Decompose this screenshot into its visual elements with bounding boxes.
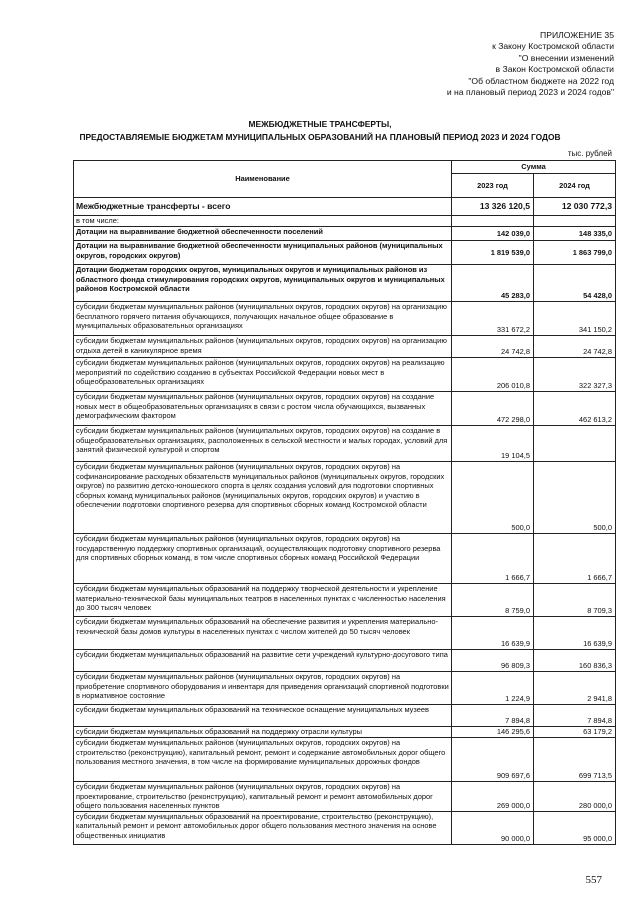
appendix-line: ПРИЛОЖЕНИЕ 35 (540, 30, 614, 40)
table-row (74, 738, 616, 782)
value-2023: 90 000,0 (452, 811, 534, 844)
value-2024: 280 000,0 (534, 782, 616, 812)
value-2023: 500,0 (452, 462, 534, 534)
column-header-2024: 2024 год (534, 174, 616, 198)
table-row (74, 782, 616, 812)
row-name: субсидии бюджетам муниципальных районов (муниципальных округов, городских округов) на приобретение спортивного оборудования и инвентаря для приведения организаций спортивной подготовки в нормативное состояние (74, 672, 452, 705)
row-name: Дотации на выравнивание бюджетной обеспеченности муниципальных районов (муниципальных округов, городских округов) (74, 241, 452, 265)
units-label: тыс. рублей (567, 149, 612, 158)
value-2024: 1 863 799,0 (534, 241, 616, 265)
row-name: субсидии бюджетам муниципальных образований на техническое оснащение муниципальных музеев (74, 705, 452, 727)
table-row (74, 705, 616, 727)
row-name: Межбюджетные трансферты - всего (74, 198, 452, 216)
value-2023: 96 809,3 (452, 650, 534, 672)
value-2023: 146 295,6 (452, 727, 534, 738)
row-name: субсидии бюджетам муниципальных районов (муниципальных округов, городских округов) на проектирование, строительство (реконструкцию), капитальный ремонт и ремонт автомобильных дорог общего пользования населенных пунктов (74, 782, 452, 812)
row-name: субсидии бюджетам муниципальных районов (муниципальных округов, городских округов) на строительство (реконструкцию), капитальный ремонт, ремонт и содержание автомобильных дорог общего пользования местного значения, в том числе на формирование муниципальных дорожных фондов (74, 738, 452, 782)
row-name: в том числе: (74, 216, 452, 227)
table-row (74, 426, 616, 462)
value-2024: 1 666,7 (534, 534, 616, 584)
document-title: МЕЖБЮДЖЕТНЫЕ ТРАНСФЕРТЫ, (248, 119, 392, 129)
value-2023: 331 672,2 (452, 302, 534, 336)
table-row (74, 241, 616, 265)
table-row (74, 462, 616, 534)
value-2024: 322 327,3 (534, 358, 616, 392)
column-header-name: Наименование (74, 161, 452, 198)
value-2023: 269 000,0 (452, 782, 534, 812)
appendix-line: к Закону Костромской области (492, 41, 614, 52)
value-2023: 1 666,7 (452, 534, 534, 584)
row-name: субсидии бюджетам муниципальных районов (муниципальных округов, городских округов) на софинансирование расходных обязательств муниципальных районов (муниципальных округов, городских округов) по развитию детско-юношеского спорта в целях создания условий для подготовки спортивных сборных команд муниципальных районов (муниципальных округов, городских округов) и участию в обеспечении подготовки спортивного резерва для спортивных сборных команд Костромской области (74, 462, 452, 534)
table-row (74, 358, 616, 392)
appendix-line: "О внесении изменений (518, 52, 614, 63)
row-name: субсидии бюджетам муниципальных районов (муниципальных округов, городских округов) на государственную поддержку спортивных организаций, осуществляющих подготовку спортивного резерва для спортивных сборных команд, в том числе спортивных сборных команд Российской Федерации (74, 534, 452, 584)
value-2023: 7 894,8 (452, 705, 534, 727)
value-2024: 341 150,2 (534, 302, 616, 336)
value-2023: 8 759,0 (452, 584, 534, 617)
row-name: субсидии бюджетам муниципальных образований на развитие сети учреждений культурно-досугового типа (74, 650, 452, 672)
row-name: субсидии бюджетам муниципальных районов (муниципальных округов, городских округов) на создание в общеобразовательных организациях, расположенных в сельской местности и малых городах, условий для занятий физической культурой и спортом (74, 426, 452, 462)
table-row (74, 216, 616, 227)
row-name: субсидии бюджетам муниципальных районов (муниципальных округов, городских округов) на создание новых мест в общеобразовательных организациях в связи с ростом числа обучающихся, вызванных демографическим фактором (74, 392, 452, 426)
appendix-line: и на плановый период 2023 и 2024 годов" (446, 87, 614, 98)
row-name: субсидии бюджетам муниципальных районов (муниципальных округов, городских округов) на организацию бесплатного горячего питания обучающихся, получающих начальное общее образование в муниципальных образовательных организациях (74, 302, 452, 336)
row-name: Дотации на выравнивание бюджетной обеспеченности поселений (74, 227, 452, 241)
appendix-header (447, 30, 614, 98)
value-2023: 16 639,9 (452, 617, 534, 650)
value-2024: 500,0 (534, 462, 616, 534)
row-name: субсидии бюджетам муниципальных образований на проектирование, строительство (реконструкцию), капитальный ремонт и ремонт автомобильных дорог общего пользования местного значения на основе общественных инициатив (74, 811, 452, 844)
table-row (74, 617, 616, 650)
value-2023: 1 819 539,0 (452, 241, 534, 265)
row-name: субсидии бюджетам муниципальных районов (муниципальных округов, городских округов) на реализацию мероприятий по содействию созданию в субъектах Российской Федерации новых мест в общеобразовательных организациях (74, 358, 452, 392)
row-name: субсидии бюджетам муниципальных образований на поддержку отрасли культуры (74, 727, 452, 738)
table-row (74, 392, 616, 426)
page-number: 557 (585, 874, 602, 886)
value-2024: 63 179,2 (534, 727, 616, 738)
value-2024 (534, 426, 616, 462)
table-row (74, 336, 616, 358)
value-2023: 24 742,8 (452, 336, 534, 358)
value-2023: 1 224,9 (452, 672, 534, 705)
value-2024: 699 713,5 (534, 738, 616, 782)
table-row (74, 302, 616, 336)
table-row (74, 227, 616, 241)
table-row (74, 265, 616, 302)
value-2024: 2 941,8 (534, 672, 616, 705)
value-2023: 909 697,6 (452, 738, 534, 782)
value-2023: 142 039,0 (452, 227, 534, 241)
value-2024: 148 335,0 (534, 227, 616, 241)
value-2024: 8 709,3 (534, 584, 616, 617)
value-2024: 24 742,8 (534, 336, 616, 358)
value-2024: 160 836,3 (534, 650, 616, 672)
column-header-2023: 2023 год (452, 174, 534, 198)
table-row (74, 811, 616, 844)
document-subtitle: ПРЕДОСТАВЛЯЕМЫЕ БЮДЖЕТАМ МУНИЦИПАЛЬНЫХ ОБРАЗОВАНИЙ НА ПЛАНОВЫЙ ПЕРИОД 2023 И 2024 ГОДОВ (79, 132, 561, 142)
column-header-sum: Сумма (452, 161, 616, 174)
value-2024: 16 639,9 (534, 617, 616, 650)
table-row (74, 672, 616, 705)
value-2024 (534, 216, 616, 227)
table-body (74, 198, 616, 845)
value-2023: 206 010,8 (452, 358, 534, 392)
value-2024: 7 894,8 (534, 705, 616, 727)
value-2023 (452, 216, 534, 227)
table-row (74, 198, 616, 216)
value-2024: 462 613,2 (534, 392, 616, 426)
table-row (74, 650, 616, 672)
value-2023: 472 298,0 (452, 392, 534, 426)
value-2023: 45 283,0 (452, 265, 534, 302)
value-2024: 95 000,0 (534, 811, 616, 844)
appendix-line: в Закон Костромской области (495, 64, 614, 75)
row-name: субсидии бюджетам муниципальных образований на поддержку творческой деятельности и укрепление материально-технической базы муниципальных театров в населенных пунктах с численностью населения до 300 тысяч человек (74, 584, 452, 617)
table-row (74, 534, 616, 584)
table-row (74, 727, 616, 738)
table-row (74, 584, 616, 617)
row-name: Дотации бюджетам городских округов, муниципальных округов и муниципальных районов из областного фонда стимулирования городских округов, муниципальных округов и муниципальных районов Костромской области (74, 265, 452, 302)
value-2024: 54 428,0 (534, 265, 616, 302)
value-2023: 19 104,5 (452, 426, 534, 462)
row-name: субсидии бюджетам муниципальных образований на обеспечение развития и укрепления материально-технической базы домов культуры в населенных пунктах с числом жителей до 50 тысяч человек (74, 617, 452, 650)
row-name: субсидии бюджетам муниципальных районов (муниципальных округов, городских округов) на организацию отдыха детей в каникулярное время (74, 336, 452, 358)
value-2023: 13 326 120,5 (452, 198, 534, 216)
appendix-line: "Об областном бюджете на 2022 год (468, 75, 614, 86)
transfers-table (73, 160, 616, 845)
value-2024: 12 030 772,3 (534, 198, 616, 216)
